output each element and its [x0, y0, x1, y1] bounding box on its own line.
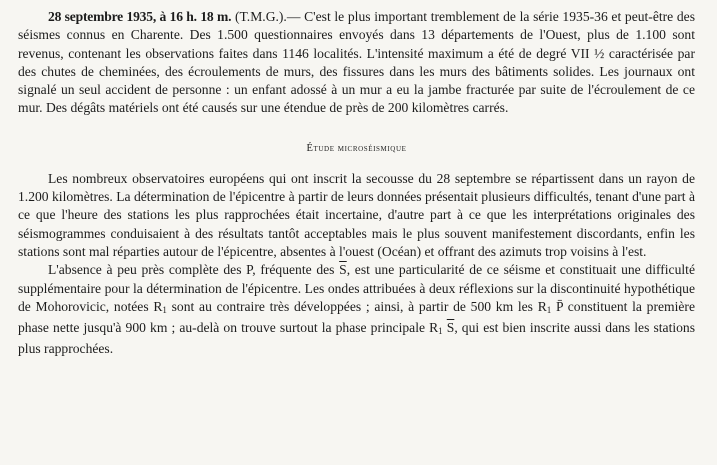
waves-text-2: , est une particularité de ce séisme et constituait une difficulté supplémentaire pour la détermination de l'épicentre. Les ondes attribuées à deux réflexions sur la discontinuité hypothétique de Mohorovicic, notées R: [18, 262, 695, 314]
section-heading: Étude microséismique: [306, 142, 407, 154]
waves-text-1: L'absence à peu près complète des P, fréquente des: [48, 262, 340, 278]
subscript-2: 1: [546, 304, 552, 315]
subscript-1: 1: [162, 304, 167, 315]
date-lead: 28 septembre 1935, à 16 h. 18 m.: [48, 9, 232, 24]
paragraph-observatories: Les nombreux observatoires européens qui ont inscrit la secousse du 28 septembre se répartissent dans un rayon de 1.200 kilomètres. La détermination de l'épicentre à partir de leurs données présentait plusieurs difficultés, tenant d'une part à ce que l'heure des stations les plus rapprochées était incertaine, d'autre part à ce que les interprétations originales des séismogrammes conduisaient à des résultats tantôt acceptables mais le plus souvent manifestement discordants, enfin les stations sont mal réparties autour de l'épicentre, absentes à l'ouest (Océan) et offrant des azimuts trop voisins à l'est.: [18, 170, 695, 259]
subscript-3: 1: [438, 326, 443, 337]
waves-text-4: P̄ constituent la première phase nette jusqu'à 900 km ; au-delà on trouve surtout la phase principale R: [18, 298, 695, 336]
s-bar-symbol: $\overline{S}$: [339, 262, 347, 278]
waves-text-3: sont au contraire très développées ; ainsi, à partir de 500 km les R: [166, 298, 547, 314]
paragraph-earthquake-text: (T.M.G.).— C'est le plus important tremblement de la série 1935-36 et peut-être des séismes connus en Charente. Des 1.500 questionnaires envoyés dans 13 départements de l'Ouest, plus de 1.100 sont revenus, contenant les observations faites dans 1146 localités. L'intensité maximum a été de degré VII ½ caractérisée par des chutes de cheminées, des écroulements de murs, des fissures dans les murs des bâtiments solides. Les journaux ont signalé un seul accident de personne : un enfant adossé à un mur a eu la jambe fracturée par suite de l'écroulement de ce mur. Des dégâts matériels ont été causés sur une étendue de près de 200 kilomètres carrés.: [18, 9, 695, 116]
paragraph-seismic-waves: [18, 261, 695, 358]
waves-text-6: , qui est bien inscrite aussi dans les stations plus rapprochées.: [18, 320, 696, 357]
s-bar-symbol-2: $\overline{S}$: [446, 320, 455, 336]
paragraph-earthquake-summary: [18, 8, 695, 118]
